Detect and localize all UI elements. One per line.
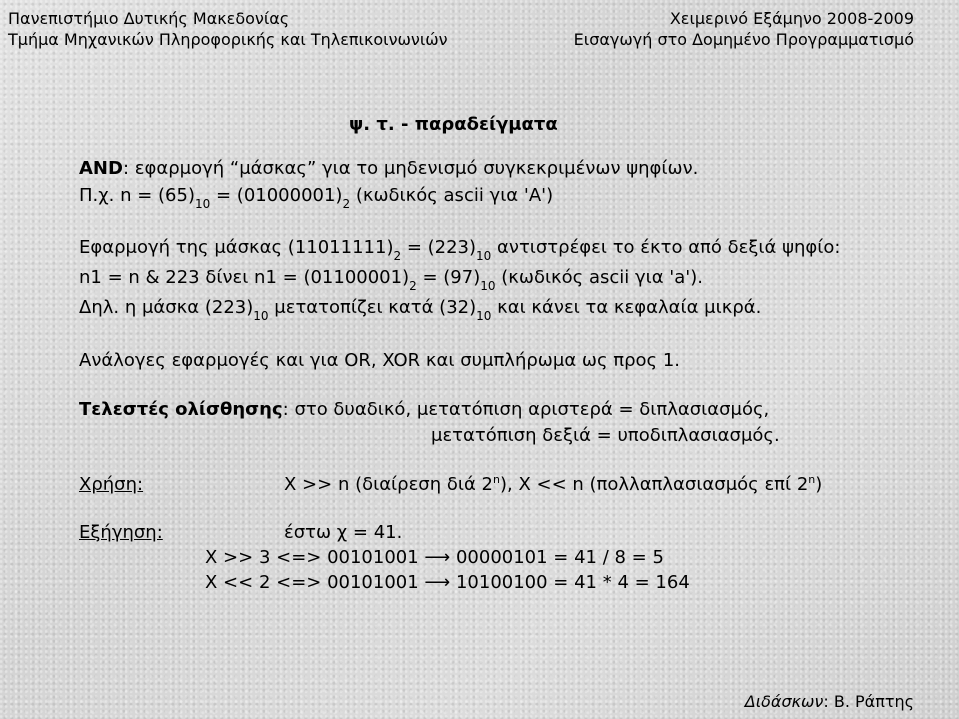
example-prefix: Π.χ. n = (65) <box>79 185 195 206</box>
explanation-line-3 <box>205 572 690 594</box>
meaning-prefix: Δηλ. η μάσκα (223) <box>79 297 254 318</box>
right-arrow-icon: ⟶ <box>424 572 451 593</box>
subscript: 10 <box>253 309 269 323</box>
meaning-suffix: και κάνει τα κεφαλαία μικρά. <box>491 297 762 318</box>
example-suffix: (κωδικός ascii για 'A') <box>350 185 554 206</box>
explanation-line-1 <box>79 522 403 544</box>
superscript: n <box>493 473 500 486</box>
subscript: 2 <box>409 279 417 293</box>
mask-line <box>79 237 841 263</box>
n1-suffix: (κωδικός ascii για 'a'). <box>495 267 703 288</box>
mask-suffix: αντιστρέφει το έκτο από δεξιά ψηφίο: <box>491 237 841 258</box>
shift-right-result: 00000101 = 41 / 8 = 5 <box>450 547 664 568</box>
department-name: Τμήμα Μηχανικών Πληροφορικής και Τηλεπικοινωνιών <box>8 30 448 49</box>
meaning-line <box>79 297 762 323</box>
n1-prefix: n1 = n & 223 δίνει n1 = (01100001) <box>79 267 410 288</box>
explanation-text-1: έστω χ = 41. <box>284 522 403 543</box>
usage-text <box>284 474 822 498</box>
n1-mid: = (97) <box>416 267 481 288</box>
example-mid: = (01000001) <box>210 185 343 206</box>
explanation-line-2 <box>205 547 664 569</box>
n1-line <box>79 267 703 293</box>
subscript: 10 <box>476 309 492 323</box>
semester-label: Χειμερινό Εξάμηνο 2008-2009 <box>669 9 914 28</box>
usage-part3: ) <box>815 474 823 495</box>
shift-left-result: 10100100 = 41 * 4 = 164 <box>450 572 690 593</box>
explanation-label: Εξήγηση: <box>79 522 163 543</box>
shift-line <box>79 399 769 421</box>
usage-part1: X >> n (διαίρεση διά 2 <box>284 474 493 495</box>
subscript: 10 <box>476 249 492 263</box>
and-label: AND <box>79 158 123 179</box>
shift-label: Τελεστές ολίσθησης <box>79 399 283 420</box>
university-name: Πανεπιστήμιο Δυτικής Μακεδονίας <box>8 9 290 28</box>
superscript: n <box>808 473 816 486</box>
usage-part2: ), X << n (πολλαπλασιασμός επί 2 <box>499 474 809 495</box>
instructor-name: : Β. Ράπτης <box>823 692 914 711</box>
subscript: 10 <box>194 197 211 211</box>
shift-right-left: X >> 3 <=> 00101001 <box>205 547 425 568</box>
mask-mid: = (223) <box>401 237 477 258</box>
footer-instructor <box>745 692 914 711</box>
instructor-label: Διδάσκων <box>744 692 824 711</box>
page-title: ψ. τ. - παραδείγματα <box>349 114 558 135</box>
meaning-mid: μετατοπίζει κατά (32) <box>268 297 477 318</box>
shift-left-left: X << 2 <=> 00101001 <box>205 572 425 593</box>
right-arrow-icon: ⟶ <box>424 547 451 568</box>
and-text: : εφαρμογή “μάσκας” για το μηδενισμό συγκεκριμένων ψηφίων. <box>122 158 699 179</box>
header-left <box>8 8 448 50</box>
header-right <box>574 8 914 50</box>
course-name: Εισαγωγή στο Δομημένο Προγραμματισμό <box>573 30 914 49</box>
shift-continuation: μετατόπιση δεξιά = υποδιπλασιασμός. <box>431 425 780 446</box>
and-line <box>79 158 698 180</box>
mask-prefix: Εφαρμογή της μάσκας (11011111) <box>79 237 394 258</box>
usage-line <box>79 473 823 496</box>
shift-text: : στο δυαδικό, μετατόπιση αριστερά = διπλασιασμός, <box>282 399 770 420</box>
subscript: 10 <box>480 279 496 293</box>
example-line <box>79 185 554 211</box>
subscript: 2 <box>393 249 402 263</box>
analog-line: Ανάλογες εφαρμογές και για OR, XOR και συμπλήρωμα ως προς 1. <box>79 350 680 371</box>
subscript: 2 <box>342 197 351 211</box>
usage-label: Χρήση: <box>79 474 144 495</box>
